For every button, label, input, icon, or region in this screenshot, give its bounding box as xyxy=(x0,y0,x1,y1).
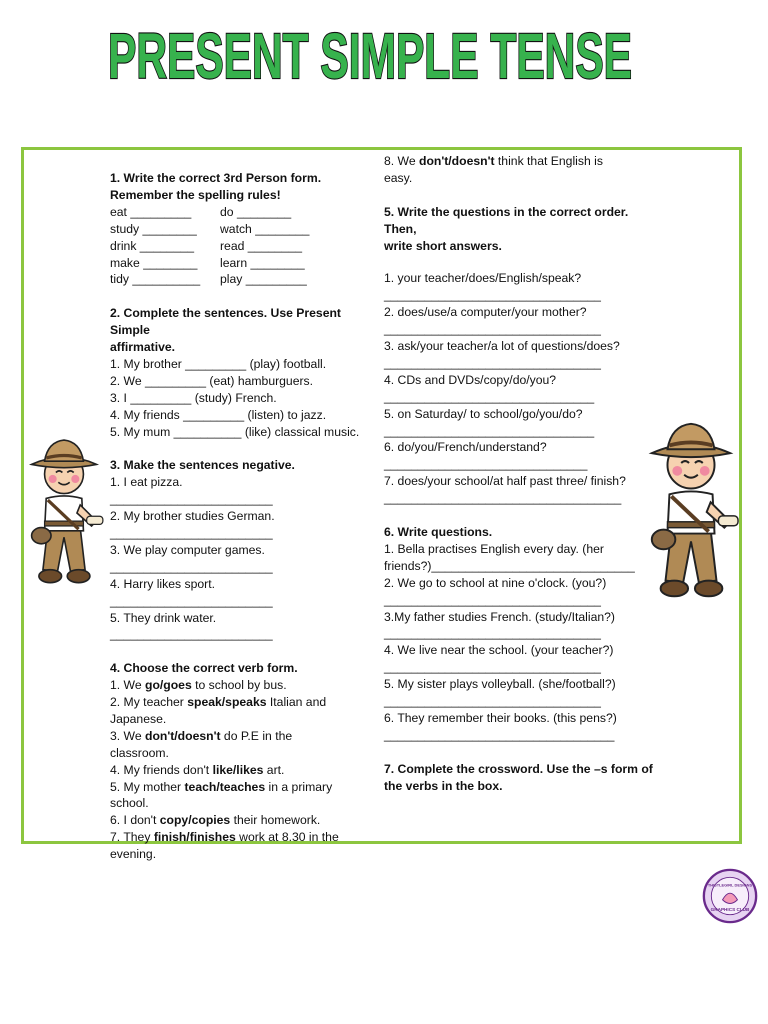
verb-blank: drink ________ xyxy=(110,238,195,253)
section1-heading: 1. Write the correct 3rd Person form. xyxy=(110,171,322,185)
answer-line: ________________________________ xyxy=(384,626,601,641)
page-title-text: PRESENT SIMPLE TENSE xyxy=(108,22,632,92)
exercise-item: 8. We don't/doesn't think that English is xyxy=(384,154,603,168)
exercise-item: 4. My friends _________ (listen) to jazz. xyxy=(110,407,327,422)
exercise-item: 1. My brother _________ (play) football. xyxy=(110,356,327,371)
verb-row xyxy=(110,271,372,288)
answer-line: ________________________________ xyxy=(384,660,601,675)
verb-choice: like/likes xyxy=(212,762,264,777)
verb-choice: copy/copies xyxy=(159,813,231,828)
exercise-item: 5. My mum __________ (like) classical music. xyxy=(110,424,360,439)
verb-row xyxy=(110,221,372,238)
verb-blank: learn ________ xyxy=(220,255,305,270)
exercise-item: 2. We _________ (eat) hamburguers. xyxy=(110,373,314,388)
section3-heading: 3. Make the sentences negative. xyxy=(110,458,295,473)
exercise-item: 7. does/your school/at half past three/ finish? xyxy=(384,474,626,489)
answer-line: _______________________________ xyxy=(384,423,595,438)
answer-line: ________________________________ xyxy=(384,322,601,337)
exercise-item: 1. I eat pizza. xyxy=(110,475,183,490)
verb-blank: read ________ xyxy=(220,238,303,253)
left-column xyxy=(110,170,372,863)
explorer-figure xyxy=(652,424,738,596)
logo-text-top: THISTLEGIRL DESIGNS xyxy=(707,882,753,888)
exercise-item: 1. your teacher/does/English/speak? xyxy=(384,271,582,286)
explorer-figure xyxy=(32,440,103,583)
verb-choice: speak/speaks xyxy=(187,695,267,710)
exercise-item: 3. We don't/doesn't do P.E in the xyxy=(110,728,293,743)
answer-line: ________________________________ xyxy=(384,694,601,709)
exercise-item: 5. on Saturday/ to school/go/you/do? xyxy=(384,406,583,421)
section4-heading: 4. Choose the correct verb form. xyxy=(110,661,298,676)
exercise-item-cont: friends?)______________________________ xyxy=(384,558,635,573)
answer-line: ________________________________ xyxy=(384,592,601,607)
exercise-item: 6. I don't copy/copies their homework. xyxy=(110,813,321,828)
exercise-item: 3. ask/your teacher/a lot of questions/does? xyxy=(384,339,620,354)
section7-heading: 7. Complete the crossword. Use the –s form of xyxy=(384,761,653,776)
section2-heading: 2. Complete the sentences. Use Present Simple xyxy=(110,306,341,338)
exercise-item: 3. I _________ (study) French. xyxy=(110,390,277,405)
exercise-item: 6. do/you/French/understand? xyxy=(384,440,547,455)
exercise-item: 6. They remember their books. (this pens?) xyxy=(384,710,617,725)
page-title xyxy=(100,22,640,92)
verb-blank: study ________ xyxy=(110,221,197,236)
exercise-item: 2. does/use/a computer/your mother? xyxy=(384,305,587,320)
verb-choice: don't/doesn't xyxy=(419,154,495,168)
verb-choice: finish/finishes xyxy=(153,830,236,845)
exercise-item-cont: classroom. xyxy=(110,745,169,760)
verb-blank: tidy __________ xyxy=(110,272,201,287)
answer-line: ________________________ xyxy=(110,526,273,540)
exercise-item: 3.My father studies French. (study/Italian?) xyxy=(384,609,615,624)
section7-subheading: the verbs in the box. xyxy=(384,778,503,793)
section5-subheading: write short answers. xyxy=(384,238,502,253)
exercise-item: 2. We go to school at nine o'clock. (you?) xyxy=(384,575,607,590)
answer-line: ________________________ xyxy=(110,492,273,507)
exercise-item-cont: evening. xyxy=(110,847,157,862)
answer-line: ________________________ xyxy=(110,627,273,642)
answer-line: ________________________________ xyxy=(384,355,601,370)
exercise-item: 4. CDs and DVDs/copy/do/you? xyxy=(384,372,557,387)
exercise-item: 1. Bella practises English every day. (her xyxy=(384,541,604,556)
exercise-item: 4. Harry likes sport. xyxy=(110,576,215,591)
verb-row xyxy=(110,204,372,221)
explorer-kid-illustration xyxy=(22,432,106,594)
exercise-item: 1. We go/goes to school by bus. xyxy=(110,678,287,693)
exercise-item-cont: Japanese. xyxy=(110,711,167,726)
answer-line: ___________________________________ xyxy=(384,491,622,506)
section5-heading: 5. Write the questions in the correct order. Then, xyxy=(384,204,629,236)
verb-row xyxy=(110,255,372,272)
answer-line: _______________________________ xyxy=(384,389,595,404)
exercise-item: 5. My mother teach/teaches in a primary xyxy=(110,779,333,794)
verb-blank: eat _________ xyxy=(110,204,192,219)
section1-subheading: Remember the spelling rules! xyxy=(110,187,281,202)
exercise-item: 4. My friends don't like/likes art. xyxy=(110,762,285,777)
verb-row xyxy=(110,238,372,255)
exercise-item-cont: easy. xyxy=(384,170,413,185)
exercise-item-cont: school. xyxy=(110,796,149,811)
verb-choice: don't/doesn't xyxy=(145,728,221,743)
exercise-item: 4. We live near the school. (your teacher?) xyxy=(384,643,614,658)
verb-blank: play _________ xyxy=(220,272,307,287)
verb-choice: go/goes xyxy=(145,678,192,693)
answer-line: __________________________________ xyxy=(384,727,615,742)
exercise-item: 2. My teacher speak/speaks Italian and xyxy=(110,695,327,710)
exercise-item: 2. My brother studies German. xyxy=(110,509,275,524)
section6-heading: 6. Write questions. xyxy=(384,525,493,539)
right-column xyxy=(384,153,656,794)
explorer-kid-illustration xyxy=(638,414,744,610)
answer-line: ________________________________ xyxy=(384,288,601,303)
graphics-club-logo xyxy=(702,868,758,924)
exercise-item: 7. They finish/finishes work at 8.30 in the xyxy=(110,830,339,845)
exercise-item: 3. We play computer games. xyxy=(110,542,265,557)
exercise-item: 5. My sister plays volleyball. (she/football?) xyxy=(384,677,616,692)
verb-blank: make ________ xyxy=(110,255,198,270)
verb-blank: do ________ xyxy=(220,204,292,219)
answer-line: ________________________ xyxy=(110,593,273,608)
verb-blank: watch ________ xyxy=(220,221,310,236)
section2-subheading: affirmative. xyxy=(110,340,176,355)
logo-text-bottom: GRAPHICS CLUB xyxy=(710,906,750,912)
answer-line: ________________________ xyxy=(110,559,273,574)
exercise-item: 5. They drink water. xyxy=(110,610,217,625)
answer-line: ______________________________ xyxy=(384,457,588,472)
verb-choice: teach/teaches xyxy=(184,779,266,794)
